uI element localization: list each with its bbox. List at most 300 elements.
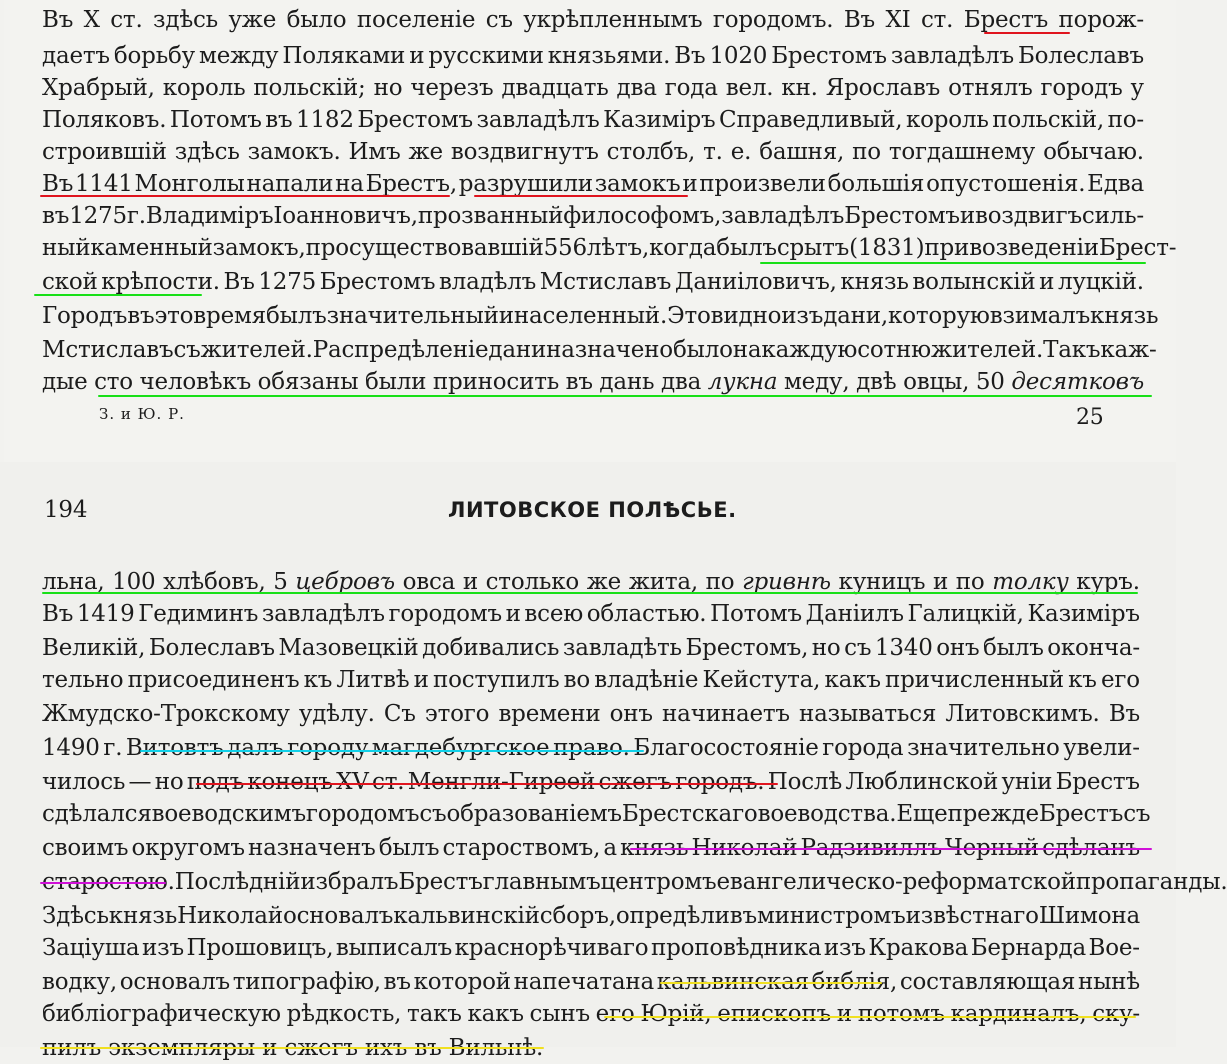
word: ст. (920, 7, 954, 33)
word: сдѣлался (42, 801, 152, 827)
word: Великій, (42, 635, 146, 661)
word: столько (485, 569, 580, 595)
word: князь (108, 903, 178, 929)
word: завладѣть (562, 635, 682, 661)
word: въ (127, 303, 155, 329)
word: сборъ, (539, 903, 616, 929)
word: же (586, 569, 622, 595)
word: борьбу (113, 43, 195, 69)
word: а (603, 835, 617, 861)
word: Имъ (348, 139, 401, 165)
word: двѣ (856, 369, 897, 395)
word: лѣтъ, (586, 235, 650, 261)
word: избралъ (300, 869, 399, 895)
word: былъ (983, 635, 1044, 661)
word: всею (524, 601, 584, 627)
word: староствомъ, (442, 835, 601, 861)
word: воздвигнутъ (450, 139, 599, 165)
word: Брестомъ (771, 43, 887, 69)
word: каменный (90, 235, 213, 261)
word: Менгли-Гиреей (407, 769, 596, 795)
text-line (42, 998, 1140, 1030)
signature-mark: З. и Ю. Р. (99, 405, 185, 423)
word: Благосостояніе (633, 735, 819, 761)
bottom-page-number: 194 (44, 497, 88, 523)
bottom-page-fragment (0, 462, 1227, 1061)
word: библія, (811, 969, 898, 995)
word: назначено (546, 337, 673, 363)
word: каждую (761, 337, 858, 363)
word: и (932, 569, 949, 595)
word: XV (336, 769, 369, 795)
word: Здѣсь (42, 903, 109, 929)
word: Болеславъ (1017, 43, 1144, 69)
word: онъ (936, 635, 980, 661)
yellow-underline (660, 982, 882, 984)
word: Брестъ (1038, 801, 1124, 827)
word: Іоанновичъ, (273, 203, 418, 229)
word: взималъ (989, 303, 1091, 329)
word: значительно (907, 735, 1060, 761)
word: изъ (823, 935, 866, 961)
text-line (42, 866, 1227, 898)
word: былъ (265, 303, 327, 329)
text-line (42, 104, 1144, 136)
word: Едва (1087, 171, 1144, 197)
word: г. (103, 735, 123, 761)
word: Брестомъ (357, 107, 473, 133)
word: съ (419, 801, 447, 827)
red-underline (984, 32, 1070, 34)
word: изъ (781, 303, 824, 329)
word: Брестъ (963, 7, 1049, 33)
word: — (128, 769, 152, 795)
word: и (1039, 269, 1055, 295)
word: Радзивиллъ (800, 835, 942, 861)
word: Въ (42, 171, 74, 197)
green-underline (760, 262, 1146, 264)
yellow-underline (604, 1016, 1136, 1018)
red-underline (196, 783, 778, 785)
text-line (42, 664, 1140, 696)
word: Брестъ, (365, 171, 457, 197)
word: прозванный (417, 203, 564, 229)
word: завладѣлъ (261, 601, 385, 627)
word: евангелическо-реформатской (716, 869, 1076, 895)
word: водку, (42, 969, 117, 995)
word: сотню (857, 337, 931, 363)
word: напечатана (513, 969, 655, 995)
word: философомъ, (563, 203, 722, 229)
word: укрѣпленнымъ (523, 7, 703, 33)
word: Городъ (42, 303, 128, 329)
word: время (193, 303, 266, 329)
word: Кракова (868, 935, 969, 961)
word: и (498, 303, 514, 329)
word: Съ (383, 701, 416, 727)
word: добивались (422, 635, 560, 661)
word: воздвигъ (975, 203, 1082, 229)
text-line (42, 966, 1140, 998)
word: къ (303, 667, 333, 693)
word: порож- (1058, 7, 1144, 33)
word: два (616, 75, 657, 101)
word: большія (827, 171, 925, 197)
word: начинаетъ (662, 701, 790, 727)
word: магдебургское (371, 735, 550, 761)
word: приносить (432, 369, 560, 395)
word: князь (840, 269, 909, 295)
text-line (42, 266, 1144, 298)
word: ихъ (364, 1035, 408, 1061)
green-underline (98, 395, 1152, 397)
text-line (42, 732, 1140, 764)
word: Брестомъ (319, 269, 436, 295)
word: конецъ (247, 769, 333, 795)
word: завладѣлъ (721, 203, 845, 229)
word: Литвѣ (336, 667, 410, 693)
word: но (811, 635, 841, 661)
green-underline (42, 592, 1138, 594)
word: основалъ (282, 903, 394, 929)
word: Это (667, 303, 711, 329)
text-line (42, 136, 1144, 168)
word: увели- (1063, 735, 1140, 761)
word: при (924, 235, 970, 261)
word: опустошенія. (926, 171, 1086, 197)
word: XI (885, 7, 911, 33)
word: городъ (1040, 75, 1123, 101)
word: кальвинскій (393, 903, 540, 929)
word: пилъ (42, 1035, 102, 1061)
word: Владиміръ (145, 203, 274, 229)
word: составляющая (899, 969, 1076, 995)
text-line (42, 334, 1157, 366)
word: его (1100, 667, 1140, 693)
word: Такъ (1043, 337, 1101, 363)
cyan-underline (140, 750, 644, 752)
word: лукна (707, 369, 778, 395)
word: Брестъ (1055, 769, 1140, 795)
word: и (262, 1035, 278, 1061)
word: вел. (725, 75, 774, 101)
word: обязаны (257, 369, 359, 395)
word: пропаганды. (1075, 869, 1227, 895)
word: Казиміръ (603, 107, 716, 133)
text-line (42, 632, 1140, 664)
word: здѣсь (153, 7, 218, 33)
running-head: ЛИТОВСКОЕ ПОЛѢСЬЕ. (448, 498, 737, 522)
word: 100 (112, 569, 156, 595)
text-line (42, 200, 1144, 232)
word: князь (1090, 303, 1159, 329)
word: X (83, 7, 100, 33)
word: (1831) (849, 235, 925, 261)
word: присоединенъ (127, 667, 300, 693)
word: воеводства. (757, 801, 897, 827)
word: Литовскимъ. (945, 701, 1100, 727)
word: Монголы (134, 171, 245, 197)
word: Николай (177, 903, 283, 929)
word: ст. (110, 7, 143, 33)
word: Въ (674, 43, 706, 69)
word: право. (553, 735, 630, 761)
word: потомъ (857, 1001, 945, 1027)
word: хлѣбовъ, (163, 569, 266, 595)
word: по (955, 569, 985, 595)
word: 1141 (74, 171, 133, 197)
word: Болеславъ (148, 635, 275, 661)
word: поселеніе (356, 7, 476, 33)
word: сто (94, 369, 133, 395)
word: и (462, 569, 478, 595)
word: поступилъ (433, 667, 560, 693)
word: Николай (691, 835, 798, 861)
word: извѣстнаго (905, 903, 1039, 929)
word: на (732, 337, 762, 363)
word: изъ (141, 935, 184, 961)
word: Бернарда (970, 935, 1086, 961)
text-line (42, 366, 1144, 398)
word: на (335, 171, 364, 197)
word: кальвинская (656, 969, 809, 995)
word: овцы, (903, 369, 970, 395)
text-line (42, 4, 1144, 36)
word: такъ (407, 1001, 462, 1027)
word: это (154, 303, 194, 329)
word: Мазовецкій (278, 635, 419, 661)
word: былъ (716, 235, 777, 261)
word: дани, (823, 303, 889, 329)
word: владѣніе (594, 667, 699, 693)
word: съ (173, 337, 201, 363)
word: чилось (42, 769, 126, 795)
word: г. (126, 203, 146, 229)
word: между (199, 43, 279, 69)
word: черезъ (410, 75, 494, 101)
word: Поляками (282, 43, 406, 69)
word: владѣлъ (438, 269, 537, 295)
word: Послѣдній (174, 869, 301, 895)
text-line (42, 766, 1140, 798)
word: ску- (1092, 1001, 1140, 1027)
word: Даниіловичъ, (674, 269, 837, 295)
word: далъ (227, 735, 284, 761)
text-line (42, 698, 1140, 730)
word: цебровъ (295, 569, 395, 595)
word: же (408, 139, 443, 165)
word: Кейстута, (702, 667, 821, 693)
word: которую (888, 303, 990, 329)
word: Храбрый, (42, 75, 155, 101)
word: городомъ (305, 801, 420, 827)
word: образованіемъ (446, 801, 622, 827)
word: Въ (843, 7, 875, 33)
word: два (660, 369, 702, 395)
word: куницъ (838, 569, 926, 595)
yellow-underline (40, 1047, 544, 1049)
word: жителей. (200, 337, 313, 363)
word: Послѣ (767, 769, 843, 795)
word: князьями. (547, 43, 671, 69)
word: краснорѣчиваго (454, 935, 649, 961)
word: округомъ (131, 835, 245, 861)
word: центромъ (600, 869, 717, 895)
word: 1182 (296, 107, 354, 133)
word: подъ (186, 769, 244, 795)
word: человѣкъ (139, 369, 252, 395)
word: Распредѣленіе (312, 337, 489, 363)
word: областью. (586, 601, 707, 627)
word: разрушили (458, 171, 593, 197)
top-page-number: 25 (1076, 405, 1104, 430)
word: ской (42, 269, 98, 295)
word: срытъ (776, 235, 850, 261)
word: Юрій, (640, 1001, 712, 1027)
word: когда (649, 235, 717, 261)
red-underline (40, 195, 450, 197)
word: даетъ (42, 43, 110, 69)
word: и (413, 667, 429, 693)
word: гривнѣ (742, 569, 831, 595)
word: въ (383, 969, 411, 995)
word: и (505, 601, 521, 627)
word: во (563, 667, 591, 693)
word: съ (1123, 801, 1151, 827)
word: съ (844, 635, 872, 661)
word: кардиналъ, (950, 1001, 1087, 1027)
word: воеводскимъ (151, 801, 306, 827)
word: дань (599, 369, 655, 395)
word: 1020 (709, 43, 768, 69)
word: Брестомъ (844, 203, 960, 229)
word: Заціуша (42, 935, 140, 961)
word: какъ (824, 667, 881, 693)
word: старостою. (42, 869, 175, 895)
word: 1490 (42, 735, 100, 761)
word: сдѣланъ (1042, 835, 1140, 861)
word: силь- (1081, 203, 1145, 229)
word: луцкій. (1057, 269, 1144, 295)
word: прежде (947, 801, 1039, 827)
word: Жмудско-Трокскому (42, 701, 290, 727)
word: меду, (783, 369, 850, 395)
word: были (364, 369, 427, 395)
word: въ (265, 107, 293, 133)
word: Въ (1108, 701, 1140, 727)
word: Черный (945, 835, 1039, 861)
word: Въ (223, 269, 255, 295)
word: строившій (42, 139, 167, 165)
word: кн. (781, 75, 818, 101)
text-line (42, 932, 1140, 964)
word: жителей. (931, 337, 1044, 363)
word: года (664, 75, 718, 101)
word: 5 (273, 569, 288, 595)
word: тельно (42, 667, 124, 693)
word: овса (402, 569, 456, 595)
word: времени (498, 701, 601, 727)
text-line (42, 232, 1177, 264)
word: Потомъ (710, 601, 802, 627)
word: завладѣлъ (890, 43, 1014, 69)
word: нынѣ (1077, 969, 1140, 995)
word: ст. (372, 769, 405, 795)
word: дани (488, 337, 547, 363)
word: типографію, (232, 969, 381, 995)
word: по (705, 569, 735, 595)
word: 50 (975, 369, 1005, 395)
word: толку (992, 569, 1069, 595)
word: замокъ. (247, 139, 341, 165)
word: городомъ. (712, 7, 834, 33)
word: главнымъ (482, 869, 601, 895)
word: Вильнѣ. (448, 1035, 544, 1061)
word: русскими (428, 43, 544, 69)
word: Въ (42, 7, 74, 33)
word: Справедливый, (719, 107, 903, 133)
word: библіографическую (42, 1001, 281, 1027)
word: ный (42, 235, 91, 261)
word: но (373, 75, 403, 101)
word: Брестъ (398, 869, 483, 895)
text-line (42, 798, 1151, 830)
text-line (42, 900, 1140, 932)
word: города (822, 735, 904, 761)
word: удѣлу. (298, 701, 375, 727)
word: Люблинской (845, 769, 999, 795)
word: т. (703, 139, 723, 165)
word: видно (710, 303, 782, 329)
word: Еще (896, 801, 948, 827)
word: десятковъ (1011, 369, 1144, 395)
word: значительный (326, 303, 499, 329)
word: Мстиславъ (539, 269, 672, 295)
word: е. (730, 139, 752, 165)
word: городомъ (388, 601, 502, 627)
word: король (162, 75, 246, 101)
word: своимъ (42, 835, 129, 861)
word: Брестскаго (621, 801, 758, 827)
word: городъ. (675, 769, 765, 795)
word: и (682, 171, 698, 197)
word: какъ (467, 1001, 524, 1027)
word: князь (620, 835, 689, 861)
word: дые (42, 369, 88, 395)
word: къ (1068, 667, 1097, 693)
word: сжегъ (598, 769, 672, 795)
magenta-underline (630, 848, 1152, 850)
word: по (852, 139, 881, 165)
word: напали (246, 171, 334, 197)
word: онъ (609, 701, 653, 727)
word: польскій; (253, 75, 366, 101)
word: населенный. (513, 303, 668, 329)
word: завладѣлъ (476, 107, 600, 133)
word: проповѣдника (650, 935, 822, 961)
word: Брестомъ, (685, 635, 809, 661)
word: Гедиминъ (138, 601, 259, 627)
word: король (905, 107, 989, 133)
red-underline (474, 195, 688, 197)
text-line (42, 40, 1144, 72)
top-page-fragment (4, 0, 1176, 462)
word: сынъ (529, 1001, 590, 1027)
word: городу (287, 735, 369, 761)
word: было (672, 337, 733, 363)
word: Ярославъ (825, 75, 941, 101)
text-line (42, 72, 1144, 104)
